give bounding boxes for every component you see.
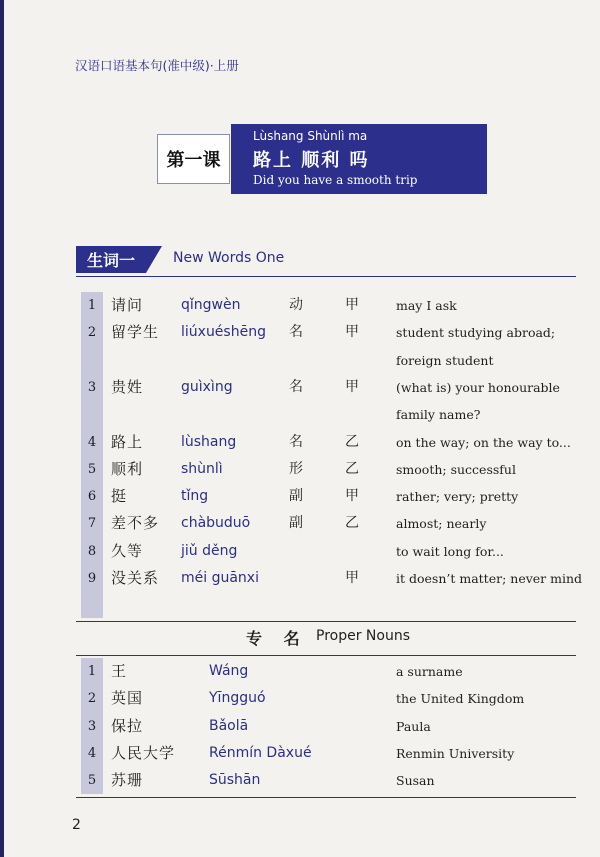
vocab-level: 甲 [345,378,359,395]
vocab-hanzi: 挺 [111,487,128,506]
proper-noun-pinyin: Yīngguó [209,690,266,707]
lesson-header [157,124,487,194]
vocab-pinyin: tǐng [181,488,209,505]
vocab-pinyin: liúxuéshēng [181,324,266,341]
vocab-row [81,319,591,368]
vocab-row [81,538,591,565]
proper-noun-number: 4 [87,745,97,761]
new-words-title: New Words One [173,250,285,266]
vocab-number: 1 [87,298,97,313]
vocab-row [81,429,591,456]
vocab-level: 甲 [345,297,359,313]
proper-noun-row [81,685,591,712]
vocab-meaning: (what is) your honourable [396,379,560,395]
book-title: 汉语口语基本句(准中级)·上册 [75,58,239,73]
vocab-number: 4 [87,434,97,450]
lesson-title-box [231,124,487,194]
proper-noun-meaning: Susan [396,773,435,789]
proper-noun-pinyin: Rénmín Dàxué [209,744,312,761]
vocab-hanzi: 差不多 [111,514,160,533]
proper-noun-pinyin: Bǎolā [209,717,249,734]
proper-noun-meaning: Renmin University [396,745,515,761]
page-edge-stripe [0,0,4,857]
vocab-level: 乙 [345,433,359,450]
new-words-section-badge [76,246,162,273]
vocab-pinyin: jiǔ děng [181,542,238,559]
vocab-pinyin: chàbuduō [181,515,251,532]
vocab-number: 6 [87,489,97,505]
proper-noun-row [81,740,591,767]
vocab-level: 甲 [345,324,359,341]
vocab-hanzi: 顺利 [111,459,144,478]
vocab-number: 9 [87,571,97,586]
vocab-pinyin: lùshang [181,433,237,450]
page-number: 2 [72,817,81,833]
vocab-row [81,483,591,510]
vocab-pinyin: qǐngwèn [181,297,241,313]
vocab-pinyin: shùnlì [181,460,223,477]
vocab-meaning: on the way; on the way to... [396,434,571,450]
vocab-row [81,456,591,483]
proper-noun-number: 5 [87,773,97,789]
vocab-row [81,292,591,319]
proper-noun-hanzi: 苏珊 [111,771,144,790]
vocab-number: 7 [87,516,97,532]
proper-noun-number: 2 [87,691,97,707]
proper-nouns-divider-top [76,655,576,656]
vocab-row [81,374,591,423]
proper-noun-row [81,713,591,740]
vocab-meaning: rather; very; pretty [396,489,519,505]
vocab-meaning: may I ask [396,298,457,313]
proper-nouns-label: 专 名 [246,629,308,648]
vocab-level: 乙 [345,460,359,477]
vocab-hanzi: 留学生 [111,323,160,342]
proper-noun-row [81,658,591,685]
vocab-hanzi: 请问 [111,296,144,314]
vocab-part-of-speech: 副 [289,515,303,532]
vocab-hanzi: 路上 [111,432,144,451]
proper-nouns-divider-bottom [76,797,576,798]
vocab-meaning: foreign student [396,352,494,368]
lesson-title-english: Did you have a smooth trip [253,173,418,187]
lesson-number: 第一课 [157,134,230,184]
vocab-part-of-speech: 名 [289,433,303,450]
vocab-meaning: smooth; successful [396,461,516,477]
vocab-meaning: student studying abroad; [396,325,556,341]
vocab-number: 5 [87,461,97,477]
vocab-row [81,565,591,592]
vocab-pinyin: méi guānxi [181,570,259,586]
lesson-title-pinyin: Lùshang Shùnlì ma [253,129,368,143]
lesson-title-chinese: 路上 顺利 吗 [253,150,370,171]
proper-noun-hanzi: 英国 [111,689,144,708]
vocab-part-of-speech: 形 [289,460,303,477]
vocab-hanzi: 贵姓 [111,377,144,396]
vocab-pinyin: guìxìng [181,378,233,395]
new-words-divider-bottom [76,621,576,622]
new-words-label: 生词一 [76,246,146,273]
vocab-hanzi: 没关系 [111,569,160,587]
vocab-number: 2 [87,325,97,341]
vocab-part-of-speech: 名 [289,378,303,395]
proper-noun-meaning: a surname [396,664,463,679]
vocab-level: 甲 [345,488,359,505]
vocab-number: 3 [87,379,97,395]
vocab-hanzi: 久等 [111,541,144,560]
vocab-part-of-speech: 副 [289,488,303,505]
new-words-divider-top [76,276,576,277]
vocab-level: 甲 [345,570,359,586]
badge-arrow [146,246,162,273]
vocab-part-of-speech: 动 [289,297,303,313]
proper-nouns-heading [0,626,600,648]
proper-noun-meaning: the United Kingdom [396,691,525,707]
vocab-meaning: family name? [396,407,481,423]
proper-noun-pinyin: Sūshān [209,772,261,789]
vocab-meaning: almost; nearly [396,516,487,532]
proper-noun-meaning: Paula [396,718,431,734]
vocab-meaning: to wait long for... [396,543,504,559]
vocab-row [81,510,591,537]
proper-noun-hanzi: 人民大学 [111,743,176,762]
proper-nouns-title: Proper Nouns [316,628,410,644]
vocab-part-of-speech: 名 [289,324,303,341]
proper-noun-hanzi: 保拉 [111,716,144,735]
vocab-level: 乙 [345,515,359,532]
proper-noun-pinyin: Wáng [209,663,249,679]
proper-noun-hanzi: 王 [111,662,128,680]
proper-noun-number: 3 [87,718,97,734]
proper-noun-row [81,767,591,794]
proper-noun-number: 1 [87,664,97,679]
vocab-number: 8 [87,543,97,559]
vocab-meaning: it doesn’t matter; never mind [396,571,583,586]
